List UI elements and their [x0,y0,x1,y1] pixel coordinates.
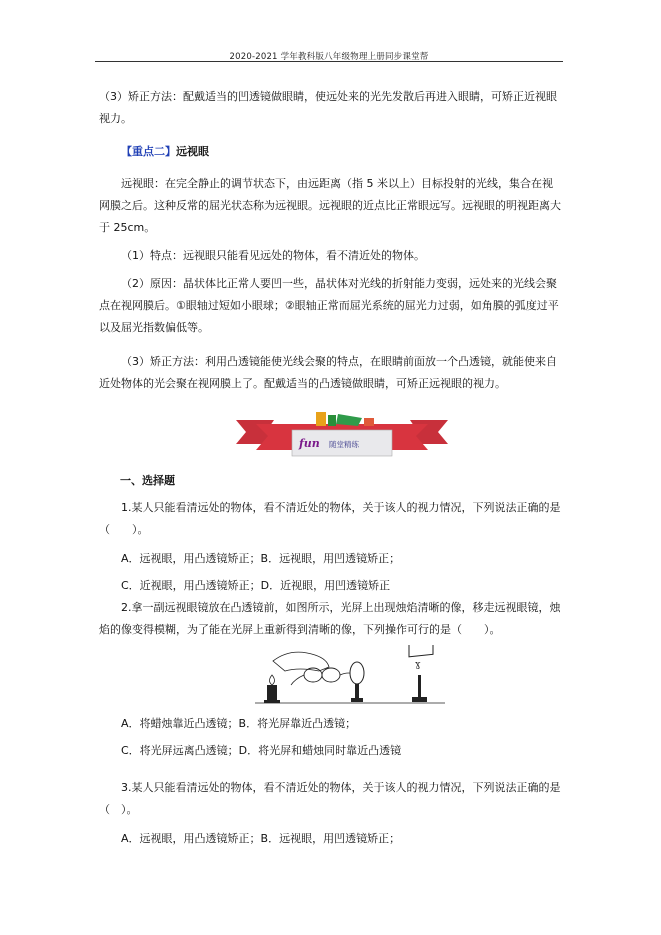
question-1: 1.某人只能看清远处的物体，看不清近处的物体，关于该人的视力情况，下列说法正确的是（ ）。 [99,501,561,536]
exercise-banner [236,408,448,466]
ribbon-banner-icon [236,412,448,456]
q3-options-ab: A．远视眼，用凸透镜矫正；B．远视眼，用凹透镜矫正； [121,832,401,845]
candle-glasses-screen-icon [255,645,445,705]
hyperopia-cause: （2）原因：晶状体比正常人要凹一些，晶状体对光线的折射能力变弱，远处来的光线会聚点在视网膜后。①眼轴过短如小眼球；②眼轴正常而屈光系统的屈光力过弱，如角膜的弧度过平以及屈光指数偏低等。 [99,277,559,334]
q2-options-ab: A．将蜡烛靠近凸透镜；B．将光屏靠近凸透镜； [121,717,357,730]
q1-options-ab: A．远视眼，用凸透镜矫正；B．远视眼，用凹透镜矫正； [121,552,401,565]
q2-options-cd: C．将光屏远离凸透镜；D．将光屏和蜡烛同时靠近凸透镜 [121,744,402,757]
keypoint-title: 远视眼 [176,145,209,158]
page-header: 2020-2021 学年教科版八年级物理上册同步课堂帮 [229,52,429,62]
question-3: 3.某人只能看清远处的物体，看不清近处的物体，关于该人的视力情况，下列说法正确的是（ ）。 [99,781,561,816]
myopia-correction: （3）矫正方法：配戴适当的凹透镜做眼睛，使远处来的光先发散后再进入眼睛，可矫正近视眼视力。 [99,90,557,125]
svg-text:ɣ: ɣ [415,660,421,670]
keypoint-tag: 【重点二】 [121,145,176,158]
question-2: 2.拿一副远视眼镜放在凸透镜前，如图所示，光屏上出现烛焰清晰的像，移走远视眼镜，烛焰的像变得模糊，为了能在光屏上重新得到清晰的像，下列操作可行的是（ ）。 [99,601,561,636]
hyperopia-feature: （1）特点：远视眼只能看见远处的物体，看不清近处的物体。 [121,249,425,262]
exercise-heading: 一、选择题 [120,474,175,487]
banner-label: 随堂精练 [329,440,359,449]
q1-options-cd: C．近视眼，用凸透镜矫正；D．近视眼，用凹透镜矫正 [121,579,391,592]
hyperopia-definition: 远视眼：在完全静止的调节状态下，由远距离（指 5 米以上）目标投射的光线，集合在视网膜之后。这种反常的屈光状态称为远视眼。远视眼的近点比正常眼远写。远视眼的明视距离大于 25cm。 [99,177,561,234]
header-rule [95,61,563,62]
hyperopia-correction: （3）矫正方法：利用凸透镜能使光线会聚的特点，在眼睛前面放一个凸透镜，就能使来自近处物体的光会聚在视网膜上了。配戴适当的凸透镜做眼睛，可矫正远视眼的视力。 [99,355,557,390]
svg-text:fun: fun [299,437,320,450]
keypoint-heading [121,141,585,163]
